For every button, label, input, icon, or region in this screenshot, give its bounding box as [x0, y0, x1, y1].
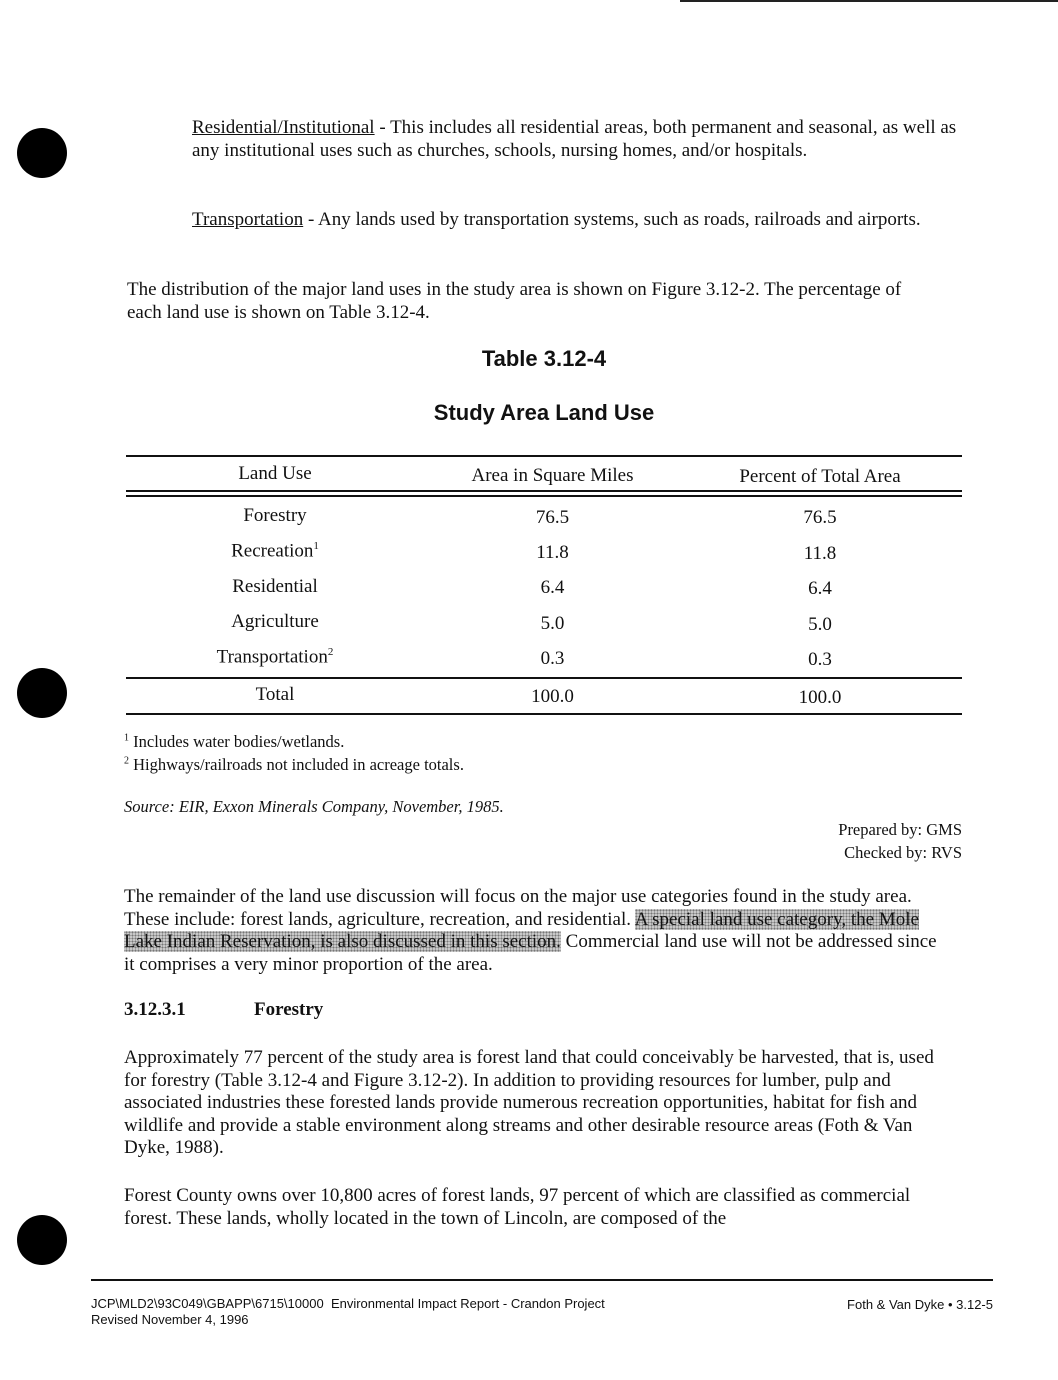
- checked-by: Checked by: RVS: [844, 843, 962, 862]
- table-row-label: [175, 540, 375, 562]
- header-percent: Percent of Total Area: [739, 466, 901, 487]
- highlighted-passage: A special land use category, the Mole Lake Indian Reservation, is also discussed in this section.: [124, 908, 919, 952]
- table-row-percent: 0.3: [808, 649, 832, 670]
- footer-left-line-1: [91, 1296, 605, 1311]
- footer-path: JCP\MLD2\93C049\GBAPP\6715\10000: [91, 1296, 324, 1311]
- row-label-text: Recreation: [231, 540, 314, 562]
- table-number: Table 3.12-4: [481, 346, 607, 371]
- footnote-marker: 1: [313, 540, 319, 552]
- table-row-label: [175, 646, 375, 668]
- footnote-text: Highways/railroads not included in acreage totals.: [133, 755, 464, 774]
- forestry-paragraph-2: Forest County owns over 10,800 acres of forest lands, 97 percent of which are classified as commercial forest. These lands, wholly located in the town of Lincoln, are composed of the: [124, 1185, 911, 1229]
- prepared-by: Prepared by: GMS: [838, 820, 962, 839]
- footnote-marker: 2: [327, 646, 334, 658]
- definition-text: - Any lands used by transportation systems, such as roads, railroads and airports.: [303, 209, 921, 230]
- total-area: 100.0: [531, 686, 574, 707]
- table-row-label: [175, 505, 375, 527]
- table-row-label: [175, 611, 375, 633]
- footnote-1: [124, 732, 344, 752]
- footer-doc-title: Environmental Impact Report - Crandon Project: [330, 1296, 605, 1311]
- table-row-percent: 11.8: [803, 543, 837, 564]
- total-label: Total: [255, 684, 295, 705]
- binder-hole-bottom: [17, 1215, 67, 1265]
- table-top-rule: [126, 455, 962, 457]
- table-row-area: 11.8: [536, 542, 569, 563]
- table-row-label: [175, 576, 375, 598]
- footer-rule: [91, 1279, 993, 1281]
- total-percent: 100.0: [798, 687, 842, 708]
- definition-residential: [192, 117, 984, 162]
- intro-paragraph: The distribution of the major land uses in the study area is shown on Figure 3.12-2. The percentage of each land use is shown on Table 3.12-4.: [127, 279, 902, 323]
- footnote-text: Includes water bodies/wetlands.: [133, 732, 345, 751]
- table-row-percent: 76.5: [803, 507, 837, 528]
- row-label-text: Residential: [232, 576, 318, 597]
- table-row-area: 5.0: [540, 613, 565, 634]
- remainder-paragraph: [124, 886, 942, 976]
- row-label-text: Agriculture: [231, 611, 319, 632]
- definition-text: - This includes all residential areas, both permanent and seasonal, as well as any institutional uses such as churches, schools, nursing homes, and/or hospitals.: [192, 117, 957, 161]
- footnote-2: [124, 755, 464, 775]
- table-row-area: 0.3: [540, 648, 565, 669]
- header-rule-2: [126, 495, 962, 497]
- row-label-text: Forestry: [243, 505, 307, 526]
- section-title: Forestry: [254, 999, 324, 1020]
- footer-page-ref: Foth & Van Dyke • 3.12-5: [847, 1297, 993, 1312]
- footnote-mark: 2: [124, 755, 129, 767]
- table-title: Study Area Land Use: [433, 400, 655, 425]
- total-top-rule: [126, 677, 962, 679]
- footer-revised: Revised November 4, 1996: [91, 1312, 249, 1327]
- table-row-area: 6.4: [540, 577, 565, 598]
- remainder-text-end: Commercial land use will not be addressed since it comprises a very minor proportion of the area.: [124, 931, 937, 975]
- forestry-paragraph-1: Approximately 77 percent of the study area is forest land that could conceivably be harvested, that is, used for forestry (Table 3.12-4 and Figure 3.12-2). In addition to providing resources for lumber, pulp and associated industries these forested lands provide numerous recreation opportunities, habitat for fish and wildlife and provide a stable environment along streams and other desirable resource areas (Foth & Van Dyke, 1988).: [124, 1047, 934, 1158]
- footnote-mark: 1: [124, 732, 129, 744]
- definition-term: Residential/Institutional: [192, 117, 375, 138]
- remainder-text-start: The remainder of the land use discussion will focus on the major use categories found in the study area. These include: forest lands, agriculture, recreation, and residential.: [124, 886, 912, 930]
- table-row-area: 76.5: [535, 507, 570, 528]
- definition-transportation: [192, 209, 962, 232]
- section-number: 3.12.3.1: [124, 999, 186, 1020]
- row-label-text: Transportation: [216, 646, 328, 668]
- table-source: Source: EIR, Exxon Minerals Company, November, 1985.: [124, 797, 504, 816]
- table-bottom-rule: [126, 713, 962, 715]
- definition-term: Transportation: [192, 209, 304, 230]
- table-row-percent: 6.4: [808, 578, 832, 599]
- table-row-percent: 5.0: [808, 614, 832, 635]
- header-area: Area in Square Miles: [471, 465, 634, 486]
- binder-hole-middle: [17, 668, 67, 718]
- top-edge-line: [680, 0, 1058, 2]
- binder-hole-top: [17, 128, 67, 178]
- header-land-use: Land Use: [238, 463, 312, 484]
- header-rule-1: [126, 490, 962, 492]
